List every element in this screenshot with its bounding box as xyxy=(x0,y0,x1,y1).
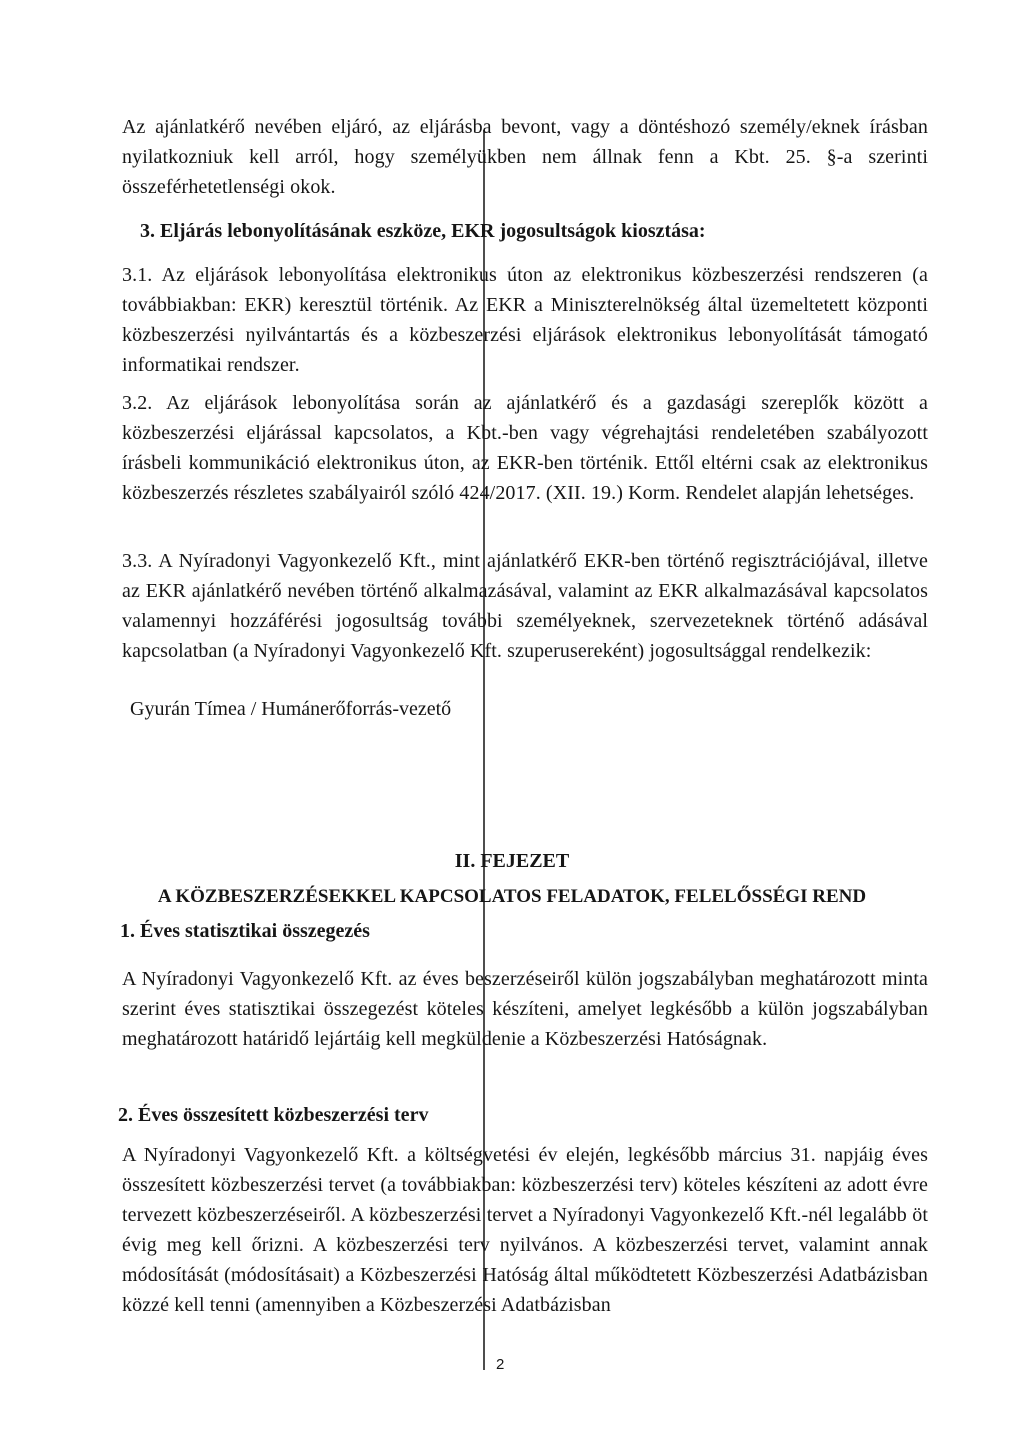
page-number: 2 xyxy=(496,1356,505,1373)
section-3-3-paragraph xyxy=(122,546,928,666)
subsection-1-paragraph xyxy=(122,964,928,1054)
subsection-1-text: A Nyíradonyi Vagyonkezelő Kft. az éves beszerzéseiről külön jogszabályban meghatározott minta szerint éves statisztikai összegezést köteles készíteni, amelyet legkésőbb a külön jogszabályban meghatározott határidő lejártáig kell megküldenie a Közbeszerzési Hatóságnak. xyxy=(122,968,928,1050)
section-3-1-text: 3.1. Az eljárások lebonyolítása elektronikus úton az elektronikus közbeszerzési rendszeren (a továbbiakban: EKR) keresztül történik. Az EKR a Miniszterelnökség által üzemeltetett központi közbeszerzési nyilvántartás és a közbeszerzési eljárások elektronikus lebonyolítását támogató informatikai rendszer. xyxy=(122,264,928,376)
chapter-number: II. FEJEZET xyxy=(454,850,570,872)
section-3-1-paragraph xyxy=(122,260,928,380)
intro-text: Az ajánlatkérő nevében eljáró, az eljárásba bevont, vagy a döntéshozó személy/eknek írásban nyilatkozniuk kell arról, hogy személyükben nem állnak fenn a Kbt. 25. §-a szerinti összeférhetetlenségi okok. xyxy=(122,116,928,198)
section-3-2-text: 3.2. Az eljárások lebonyolítása során az ajánlatkérő és a gazdasági szereplők között a közbeszerzési eljárással kapcsolatos, a Kbt.-ben vagy végrehajtási rendeletében szabályozott írásbeli kommunikáció elektronikus úton, az EKR-ben történik. Ettől eltérni csak az elektronikus közbeszerzés részletes szabályairól szóló 424/2017. (XII. 19.) Korm. Rendelet alapján lehetséges. xyxy=(122,392,928,504)
subsection-2-text: A Nyíradonyi Vagyonkezelő Kft. a költségvetési év elején, legkésőbb március 31. napjáig éves összesített közbeszerzési tervet (a továbbiakban: közbeszerzési terv) köteles készíteni az adott évre tervezett közbeszerzéseiről. A közbeszerzési tervet a Nyíradonyi Vagyonkezelő Kft.-nél legalább öt évig meg kell őrizni. A közbeszerzési terv nyilvános. A közbeszerzési tervet, valamint annak módosítását (módosításait) a Közbeszerzési Hatóság által működtetett Közbeszerzési Adatbázisban közzé kell tenni (amennyiben a Közbeszerzési Adatbázisban xyxy=(122,1144,928,1316)
section-3-heading: 3. Eljárás lebonyolításának eszköze, EKR jogosultságok kiosztása: xyxy=(140,220,706,242)
section-3-3-text: 3.3. A Nyíradonyi Vagyonkezelő Kft., mint ajánlatkérő EKR-ben történő regisztrációjával, illetve az EKR ajánlatkérő nevében történő alkalmazásával, valamint az EKR alkalmazásával kapcsolatos valamennyi hozzáférési jogosultság további személyeknek, szervezeteknek történő adásával kapcsolatban (a Nyíradonyi Vagyonkezelő Kft. szuperusereként) jogosultsággal rendelkezik: xyxy=(122,550,928,662)
subsection-2-heading: 2. Éves összesített közbeszerzési terv xyxy=(118,1104,429,1126)
intro-paragraph xyxy=(122,112,928,202)
subsection-2-paragraph xyxy=(122,1140,928,1320)
signatory-line: Gyurán Tímea / Humánerőforrás-vezető xyxy=(130,698,452,720)
subsection-1-heading: 1. Éves statisztikai összegezés xyxy=(120,920,370,942)
section-3-2-paragraph xyxy=(122,388,928,508)
chapter-title: A KÖZBESZERZÉSEKKEL KAPCSOLATOS FELADATOK, FELELŐSSÉGI REND xyxy=(157,886,867,907)
